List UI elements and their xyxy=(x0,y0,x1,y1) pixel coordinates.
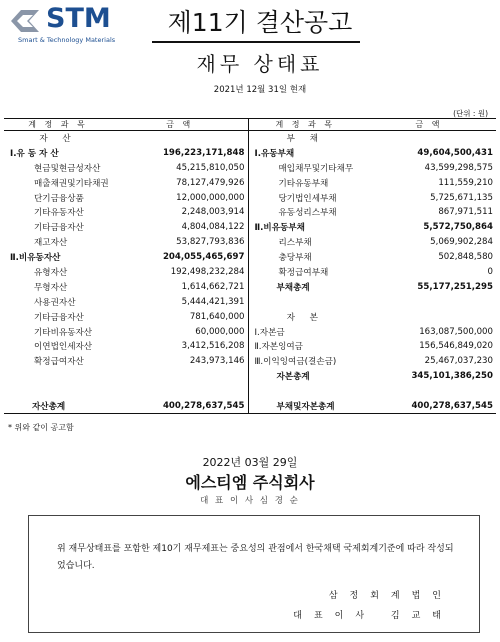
left-account-label: 매출채권및기타채권 xyxy=(34,178,109,189)
table-row xyxy=(4,190,496,205)
right-account-label: 확정급여부채 xyxy=(278,267,329,278)
left-amount: 243,973,146 xyxy=(112,354,248,369)
table-row xyxy=(4,354,496,369)
notice-title: 제11기 결산공고 xyxy=(167,8,353,37)
right-amount: 43,599,298,575 xyxy=(424,162,493,173)
right-amount: 156,546,849,020 xyxy=(419,341,493,352)
right-account-label: 자 본 xyxy=(286,312,324,323)
left-account-label: 무형자산 xyxy=(34,282,68,293)
left-account-label: 재고자산 xyxy=(34,238,68,249)
right-account-label: 유동성리스부채 xyxy=(278,208,337,219)
right-amount: 111,559,210 xyxy=(438,177,493,188)
right-amount: 5,069,902,284 xyxy=(430,237,493,248)
table-row xyxy=(4,145,496,160)
left-amount: 781,640,000 xyxy=(112,309,248,324)
left-account-label: 기타유동자산 xyxy=(34,208,84,219)
left-amount: 192,498,232,284 xyxy=(112,265,248,280)
left-account-label: 이연법인세자산 xyxy=(34,342,93,353)
table-row xyxy=(4,309,496,324)
left-amount: 3,412,516,208 xyxy=(112,339,248,354)
right-account-label: 부채및자본총계 xyxy=(248,399,362,414)
table-row xyxy=(4,399,496,414)
table-row xyxy=(4,384,496,399)
audit-statement-text: 위 재무상태표를 포함한 제10기 재무제표는 중요성의 관점에서 한국채택 국제회계기준에 따라 작성되었습니다. xyxy=(57,544,454,571)
left-account-label: 유형자산 xyxy=(34,267,68,278)
statement-date: 2021년 12월 31일 현재 xyxy=(213,85,307,95)
table-row xyxy=(4,339,496,354)
table-row xyxy=(4,324,496,339)
left-amount xyxy=(112,384,248,399)
left-amount: 5,444,421,391 xyxy=(112,294,248,309)
right-account-label xyxy=(248,294,362,309)
table-header-row xyxy=(4,119,496,131)
left-account-label xyxy=(4,384,112,399)
right-amount: 400,278,637,545 xyxy=(362,399,496,414)
company-logo xyxy=(8,4,138,46)
right-account-label: 매입채무및기타채무 xyxy=(278,163,354,174)
table-row xyxy=(4,265,496,280)
header-amount-left: 금 액 xyxy=(112,119,248,131)
right-account-label: Ⅰ.자본금 xyxy=(254,327,285,338)
audit-representative: 대표이사 김교태 xyxy=(293,611,453,621)
right-account-label: Ⅰ.유동부채 xyxy=(254,148,295,159)
table-row xyxy=(4,220,496,235)
header-account-left: 계 정 과 목 xyxy=(4,119,112,131)
audit-firm: 삼정회계법인 xyxy=(328,591,453,601)
table-row xyxy=(4,279,496,294)
table-row xyxy=(4,294,496,309)
left-account-label: 현금및현금성자산 xyxy=(34,163,101,174)
right-account-label: 당기법인세부채 xyxy=(278,193,337,204)
right-amount: 49,604,500,431 xyxy=(417,147,493,158)
logo-tagline: Smart & Technology Materials xyxy=(18,36,116,44)
ceo-name: 대 표 이 사 심 경 순 xyxy=(200,496,300,506)
right-amount: 25,467,037,230 xyxy=(424,356,493,367)
right-amount: 345,101,386,250 xyxy=(411,371,493,382)
logo-wordmark: STM xyxy=(46,3,111,34)
table-row xyxy=(4,175,496,190)
right-account-label: 충당부채 xyxy=(278,253,312,264)
stm-logo-mark-icon xyxy=(8,6,42,36)
left-amount: 1,614,662,721 xyxy=(112,279,248,294)
left-account-label: 단기금융상품 xyxy=(34,193,84,204)
right-account-label: Ⅲ.이익잉여금(결손금) xyxy=(254,357,337,368)
table-row xyxy=(4,235,496,250)
right-account-label: Ⅱ.비유동부채 xyxy=(254,223,305,234)
statement-title: 재무 상태표 xyxy=(196,52,324,76)
right-account-label: 리스부채 xyxy=(278,238,312,249)
table-row xyxy=(4,369,496,384)
title-underline xyxy=(152,41,360,43)
right-amount: 5,725,671,135 xyxy=(430,192,493,203)
left-amount: 53,827,793,836 xyxy=(112,235,248,250)
balance-sheet-table xyxy=(4,118,496,414)
left-amount: 45,215,810,050 xyxy=(112,160,248,175)
section-liabilities: 부 채 xyxy=(286,134,324,145)
right-amount: 55,177,251,295 xyxy=(417,281,493,292)
right-amount: 163,087,500,000 xyxy=(419,326,493,337)
table-row xyxy=(4,160,496,175)
left-amount: 4,804,084,122 xyxy=(112,220,248,235)
left-account-label xyxy=(4,369,112,384)
left-account-label: Ⅱ.비유동자산 xyxy=(10,253,61,264)
header-amount-right: 금 액 xyxy=(362,119,496,131)
company-name: 에스티엠 주식회사 xyxy=(185,473,315,492)
left-account-label: 확정급여자산 xyxy=(34,357,84,368)
left-amount: 196,223,171,848 xyxy=(112,145,248,160)
right-amount xyxy=(362,309,496,324)
left-account-label: 사용권자산 xyxy=(34,297,76,308)
left-amount: 12,000,000,000 xyxy=(112,190,248,205)
left-amount: 400,278,637,545 xyxy=(112,399,248,414)
left-account-label: 자산총계 xyxy=(4,399,112,414)
table-row xyxy=(4,250,496,265)
left-amount: 60,000,000 xyxy=(112,324,248,339)
right-amount: 502,848,580 xyxy=(438,252,493,263)
left-amount xyxy=(112,369,248,384)
unit-label: (단위 : 원) xyxy=(453,109,488,118)
right-account-label: 기타유동부채 xyxy=(278,178,329,189)
publication-date: 2022년 03월 29일 xyxy=(202,456,298,469)
left-account-label: 기타비유동자산 xyxy=(34,327,93,338)
table-row xyxy=(4,205,496,220)
right-amount: 867,971,511 xyxy=(438,207,493,218)
right-account-label: 부채총계 xyxy=(276,282,310,293)
section-row xyxy=(4,131,496,146)
right-account-label xyxy=(248,384,362,399)
right-amount: 5,572,750,864 xyxy=(423,222,493,233)
header-account-right: 계 정 과 목 xyxy=(248,119,362,131)
left-amount: 204,055,465,697 xyxy=(112,250,248,265)
section-assets: 자 산 xyxy=(39,134,77,145)
right-amount xyxy=(362,294,496,309)
left-account-label: Ⅰ.유 동 자 산 xyxy=(10,148,59,159)
right-account-label: 자본총계 xyxy=(276,372,310,383)
left-account-label: 기타금융자산 xyxy=(34,223,84,234)
left-account-label: 기타금융자산 xyxy=(34,312,84,323)
left-amount: 78,127,479,926 xyxy=(112,175,248,190)
right-account-label: Ⅱ.자본잉여금 xyxy=(254,342,303,353)
notice-note: * 위와 같이 공고함 xyxy=(8,423,74,432)
left-amount: 2,248,003,914 xyxy=(112,205,248,220)
right-amount: 0 xyxy=(487,266,493,277)
audit-statement-box xyxy=(28,515,480,633)
right-amount xyxy=(362,384,496,399)
